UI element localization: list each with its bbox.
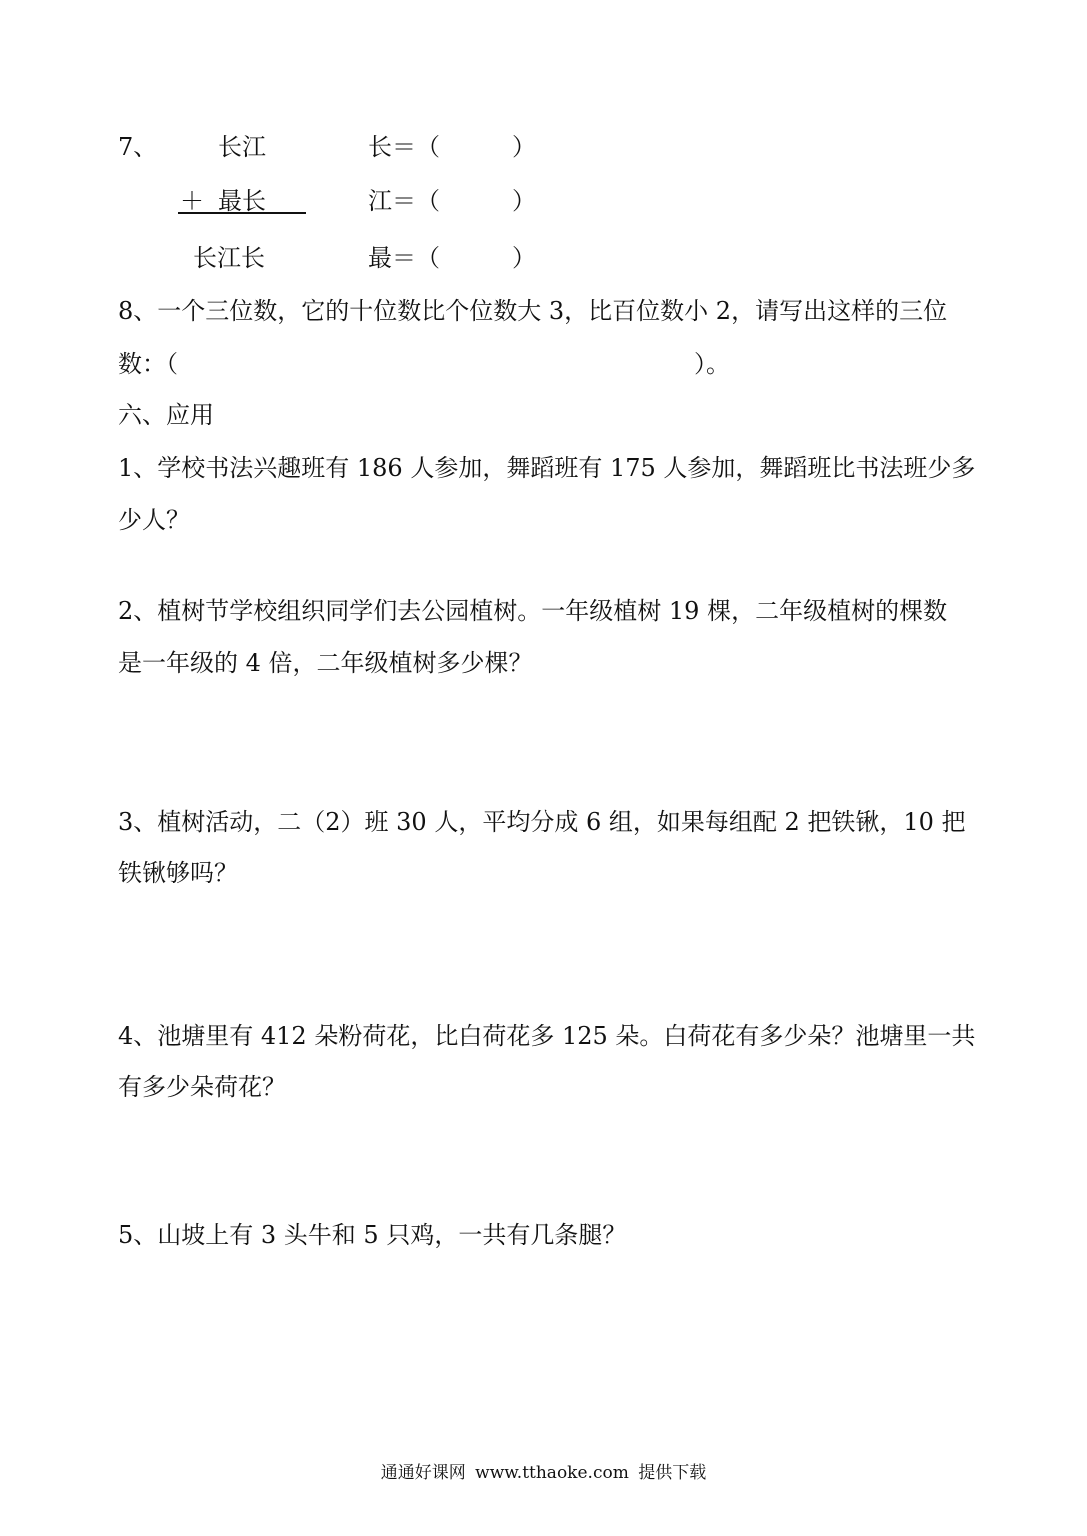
app-5-line-1: 5、山坡上有 3 头牛和 5 只鸡，一共有几条腿？: [118, 1221, 627, 1249]
q7-addend-1: 长江: [218, 133, 266, 161]
q7-result: 长江长: [193, 244, 265, 272]
app-2-line-1: 2、植树节学校组织同学们去公园植树。一年级植树 19 棵，二年级植树的棵数: [118, 597, 948, 625]
q7-sum-line: [178, 212, 306, 214]
footer-suffix: 提供下载: [638, 1463, 707, 1483]
q7-answer-zui: 最＝（ ）: [368, 244, 536, 272]
app-1-line-1: 1、学校书法兴趣班有 186 人参加，舞蹈班有 175 人参加，舞蹈班比书法班少多: [118, 454, 976, 482]
app-3-line-2: 铁锹够吗？: [118, 859, 238, 887]
footer-url[interactable]: www.tthaoke.com: [475, 1463, 629, 1483]
q7-answer-jiang: 江＝（ ）: [368, 187, 536, 215]
footer-site-name: 通通好课网: [380, 1463, 466, 1483]
app-2-line-2: 是一年级的 4 倍，二年级植树多少棵？: [118, 649, 533, 677]
page-footer: [0, 1461, 1087, 1485]
q8-line-1: 8、一个三位数，它的十位数比个位数大 3，比百位数小 2，请写出这样的三位: [118, 297, 948, 325]
q8-line-2-suffix: ）。: [694, 350, 730, 378]
q7-plus-sign: ＋: [180, 187, 204, 215]
app-3-line-1: 3、植树活动，二（2）班 30 人，平均分成 6 组，如果每组配 2 把铁锹，10 把: [118, 808, 966, 836]
app-1-line-2: 少人？: [118, 506, 190, 534]
app-4-line-1: 4、池塘里有 412 朵粉荷花，比白荷花多 125 朵。白荷花有多少朵？池塘里一共: [118, 1022, 976, 1050]
q7-answer-chang: 长＝（ ）: [368, 133, 536, 161]
section-6-title: 六、应用: [118, 401, 214, 429]
app-4-line-2: 有多少朵荷花？: [118, 1073, 286, 1101]
q7-number: 7、: [118, 133, 158, 161]
q8-line-2-prefix: 数：（: [118, 350, 178, 378]
q7-addend-2: 最长: [218, 187, 266, 215]
